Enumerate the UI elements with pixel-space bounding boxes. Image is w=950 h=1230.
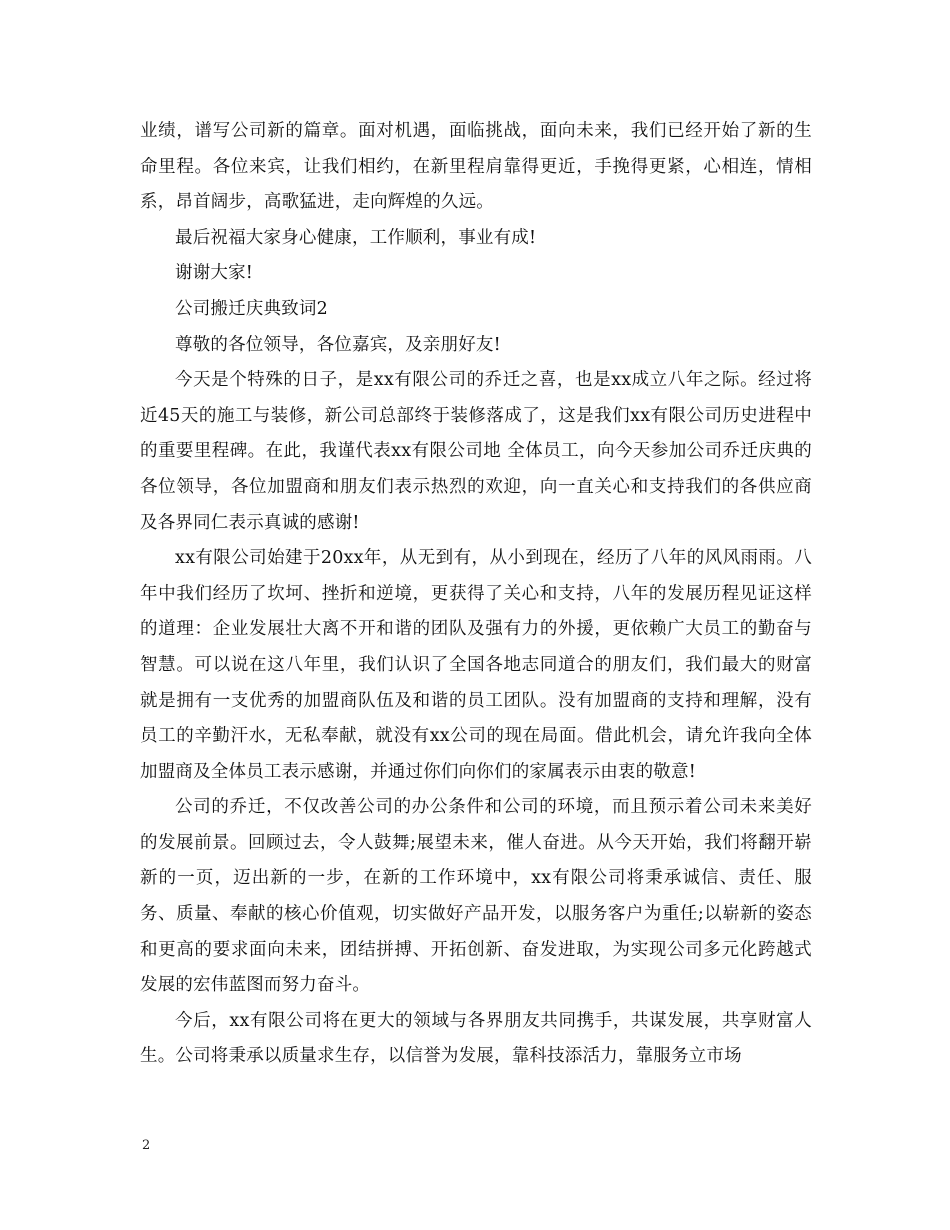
paragraph-1: 业绩，谱写公司新的篇章。面对机遇，面临挑战，面向未来，我们已经开始了新的生命里程。各位来宾，让我们相约，在新里程肩靠得更近，手挽得更紧，心相连，情相系，昂首阔步，高歌猛进，走向辉煌的久远。 — [140, 121, 812, 213]
page-number: 2 — [142, 1138, 151, 1153]
document-body — [140, 114, 812, 1075]
paragraph-7: xx有限公司始建于20xx年，从无到有，从小到现在，经历了八年的风风雨雨。八年中我们经历了坎坷、挫折和逆境，更获得了关心和支持，八年的发展历程见证这样的道理：企业发展壮大离不开和谐的团队及强有力的外援，更依赖广大员工的勤奋与智慧。可以说在这八年里，我们认识了全国各地志同道合的朋友们，我们最大的财富就是拥有一支优秀的加盟商队伍及和谐的员工团队。没有加盟商的支持和理解，没有员工的辛勤汗水，无私奉献，就没有xx公司的现在局面。借此机会，请允许我向全体加盟商及全体员工表示感谢，并通过你们向你们的家属表示由衷的敬意! — [140, 548, 812, 782]
paragraph-6: 今天是个特殊的日子，是xx有限公司的乔迁之喜，也是xx成立八年之际。经过将近45天的施工与装修，新公司总部终于装修落成了，这是我们xx有限公司历史进程中的重要里程碑。在此，我谨代表xx有限公司地 全体员工，向今天参加公司乔迁庆典的各位领导，各位加盟商和朋友们表示热烈的欢迎，向一直关心和支持我们的各供应商及各界同仁表示真诚的感谢! — [140, 370, 812, 533]
paragraph-2: 最后祝福大家身心健康，工作顺利，事业有成! — [175, 227, 537, 248]
section-heading: 公司搬迁庆典致词2 — [175, 298, 328, 319]
salutation: 尊敬的各位领导，各位嘉宾，及亲朋好友! — [175, 334, 501, 355]
paragraph-8: 公司的乔迁，不仅改善公司的办公条件和公司的环境，而且预示着公司未来美好的发展前景。回顾过去，令人鼓舞;展望未来，催人奋进。从今天开始，我们将翻开崭新的一页，迈出新的一步，在新的工作环境中，xx有限公司将秉承诚信、责任、服务、质量、奉献的核心价值观，切实做好产品开发，以服务客户为重任;以崭新的姿态和更高的要求面向未来，团结拼搏、开拓创新、奋发进取，为实现公司多元化跨越式发展的宏伟蓝图而努力奋斗。 — [140, 797, 812, 996]
paragraph-3: 谢谢大家! — [175, 263, 254, 284]
paragraph-9: 今后，xx有限公司将在更大的领域与各界朋友共同携手，共谋发展，共享财富人生。公司将秉承以质量求生存，以信誉为发展，靠科技添活力，靠服务立市场 — [140, 1010, 812, 1067]
